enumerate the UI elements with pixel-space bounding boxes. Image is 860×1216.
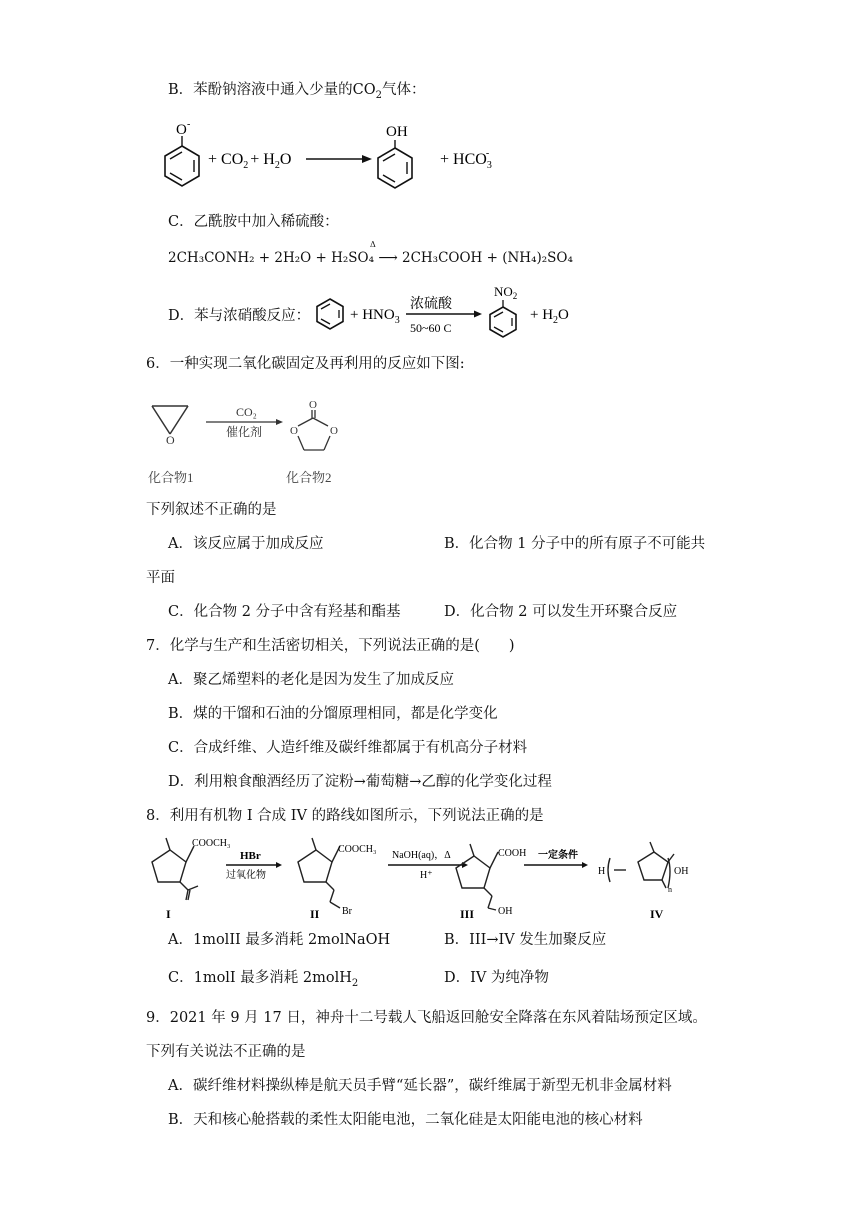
svg-text:III: III	[460, 907, 475, 921]
compound-iv-structure	[608, 842, 674, 888]
nitration-equation	[308, 282, 588, 346]
svg-text:NaOH(aq)，Δ: NaOH(aq)，Δ	[392, 850, 451, 861]
svg-text:过氧化物: 过氧化物	[226, 870, 266, 881]
reagent-co2: CO₂	[236, 405, 257, 419]
svg-text:I: I	[166, 907, 171, 921]
svg-text:+ H2O: + $H_2O$	[530, 307, 569, 326]
cyclic-carbonate-structure	[290, 399, 338, 450]
svg-text:H: H	[598, 866, 606, 877]
q5-c-delta: Δ	[370, 240, 376, 249]
svg-text:NO2: $NO_2$	[494, 284, 518, 301]
svg-text:O: O	[290, 425, 298, 437]
svg-text:II: II	[310, 907, 320, 921]
svg-text:COOCH₃: COOCH₃	[192, 838, 231, 849]
benzene-ring	[317, 299, 343, 329]
svg-text:-: -	[187, 119, 191, 130]
q5-option-c: C．乙酰胺中加入稀硫酸：	[168, 214, 339, 230]
q6-option-b: B．化合物 1 分子中的所有原子不可能共	[444, 536, 706, 552]
condition-temp: 50~60 C	[410, 321, 452, 335]
condition-catalyst: 浓硫酸	[410, 297, 452, 312]
svg-text:OH: OH	[498, 906, 513, 917]
svg-text:COOCH₃: COOCH₃	[338, 844, 377, 855]
q6-prompt: 下列叙述不正确的是	[146, 502, 277, 518]
q6-stem: 6．一种实现二氧化碳固定及再利用的反应如下图:	[146, 356, 465, 372]
svg-text:O: O	[166, 433, 175, 447]
q5-c-equation: 2CH₃CONH₂ + 2H₂O + H₂SO₄ ⟶ 2CH₃COOH + (NH₄)₂SO₄	[168, 250, 573, 266]
compound2-label: 化合物2	[286, 470, 332, 485]
phenoxide-equation	[150, 118, 530, 198]
synthesis-route-scheme	[140, 832, 720, 922]
q6-option-c: C．化合物 2 分子中含有羟基和酯基	[168, 604, 401, 620]
compound-ii-structure	[298, 838, 340, 908]
q8-option-d: D．IV 为纯净物	[444, 970, 549, 986]
q9-prompt: 下列有关说法不正确的是	[146, 1044, 306, 1060]
q6-option-a: A．该反应属于加成反应	[168, 536, 324, 552]
svg-text:H⁺: H⁺	[420, 870, 433, 881]
phenoxide-ring	[165, 136, 199, 186]
svg-text:COOH: COOH	[498, 848, 527, 859]
q9-option-b: B．天和核心舱搭载的柔性太阳能电池，二氧化硅是太阳能电池的核心材料	[168, 1112, 643, 1128]
q7-option-d: D．利用粮食酿酒经历了淀粉→葡萄糖→乙醇的化学变化过程	[168, 774, 552, 790]
q7-stem: 7．化学与生产和生活密切相关，下列说法正确的是( )	[146, 638, 515, 654]
epoxide-structure	[152, 406, 188, 447]
co2-fixation-scheme	[140, 384, 380, 490]
svg-text:+ HNO3: + $HNO_3$	[350, 307, 400, 326]
q5-option-d: D．苯与浓硝酸反应：	[168, 308, 311, 324]
q8-option-c: C．1molI 最多消耗 2molH$_2$	[168, 970, 359, 989]
nitrobenzene-ring	[490, 300, 516, 337]
q7-option-b: B．煤的干馏和石油的分馏原理相同，都是化学变化	[168, 706, 498, 722]
phenol-oh: OH	[386, 124, 408, 140]
q8-stem: 8．利用有机物 I 合成 IV 的路线如图所示，下列说法正确的是	[146, 808, 544, 824]
hco3-text: + $HCO_3-$	[440, 148, 492, 171]
q8-option-a: A．1molII 最多消耗 2molNaOH	[168, 932, 391, 948]
q5-option-b: B．苯酚钠溶液中通入少量的$CO_2$气体：	[168, 82, 426, 101]
q8-option-b: B．III→IV 发生加聚反应	[444, 932, 607, 948]
q7-option-c: C．合成纤维、人造纤维及碳纤维都属于有机高分子材料	[168, 740, 528, 756]
compound1-label: 化合物1	[148, 470, 194, 485]
phenol-ring	[378, 140, 412, 188]
svg-text:一定条件: 一定条件	[538, 850, 578, 861]
svg-text:OH: OH	[674, 866, 689, 877]
q9-stem: 9．2021 年 9 月 17 日，神舟十二号载人飞船返回舱安全降落在东风着陆场预定区域。	[146, 1010, 707, 1026]
svg-text:Br: Br	[342, 906, 352, 917]
compound-iii-structure	[456, 844, 498, 910]
catalyst-label: 催化剂	[226, 425, 263, 439]
q9-option-a: A．碳纤维材料操纵棒是航天员手臂“延长器”，碳纤维属于新型无机非金属材料	[168, 1078, 672, 1094]
q6-option-d: D．化合物 2 可以发生开环聚合反应	[444, 604, 678, 620]
co2-text: + $CO_2 + H_2O$	[208, 151, 292, 171]
phenoxide-o: O	[176, 122, 187, 138]
svg-text:IV: IV	[650, 907, 664, 921]
q6-option-b-cont: 平面	[146, 570, 175, 586]
q7-option-a: A．聚乙烯塑料的老化是因为发生了加成反应	[168, 672, 454, 688]
svg-text:O: O	[330, 425, 338, 437]
svg-text:O: O	[309, 399, 317, 411]
svg-text:HBr: HBr	[240, 850, 261, 862]
svg-text:n: n	[668, 885, 672, 894]
